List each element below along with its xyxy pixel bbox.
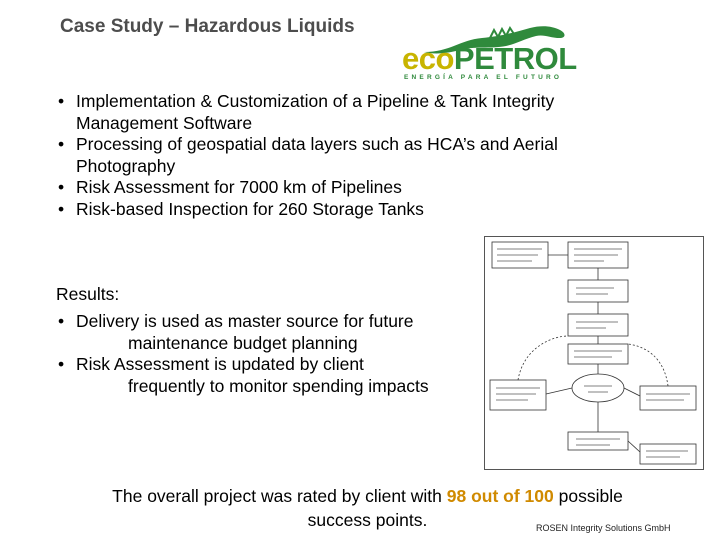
ecopetrol-logo: [398, 40, 582, 86]
rating-score-highlight: 98 out of 100: [446, 486, 554, 506]
bullet-item: • Implementation & Customization of a Pipeline & Tank Integrity Management Software: [56, 91, 656, 134]
logo-wordmark: ecoPETROL: [402, 41, 577, 76]
result-item: [56, 311, 476, 354]
process-flowchart-image: [484, 236, 704, 470]
footer-company-name: ROSEN Integrity Solutions GmbH: [536, 523, 671, 533]
bullet-item: • Processing of geospatial data layers such as HCA’s and Aerial Photography: [56, 134, 656, 177]
result-line: Risk Assessment is updated by client: [76, 354, 364, 374]
results-heading: Results:: [56, 284, 120, 304]
bullet-item: • Risk Assessment for 7000 km of Pipelines: [56, 177, 656, 199]
slide-title: Case Study – Hazardous Liquids: [60, 16, 355, 37]
project-rating-statement: The overall project was rated by client with 98 out of 100 possible success points.: [112, 486, 623, 530]
logo-tagline: ENERGÍA PARA EL FUTURO: [404, 74, 563, 81]
result-item: [56, 354, 476, 397]
project-bullet-list: [56, 91, 656, 220]
bullet-item: • Risk-based Inspection for 260 Storage Tanks: [56, 199, 656, 221]
result-line: maintenance budget planning: [128, 332, 358, 353]
results-bullet-list: [56, 311, 476, 397]
result-line: frequently to monitor spending impacts: [128, 375, 429, 396]
result-line: Delivery is used as master source for future: [76, 311, 414, 331]
